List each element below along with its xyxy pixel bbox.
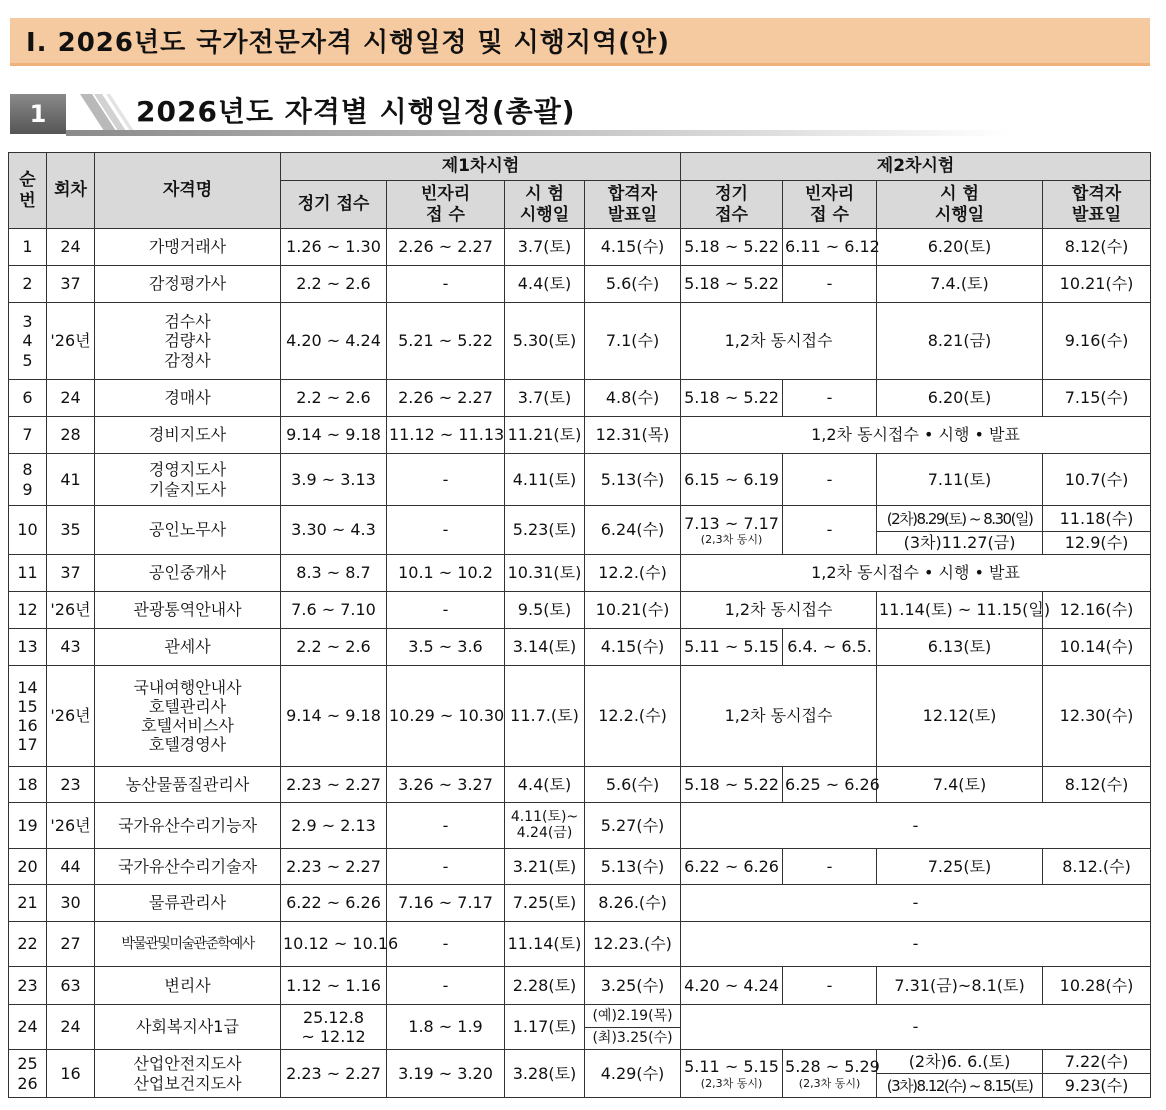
row-first-result-date: 5.13(수) [585,454,681,506]
row-first-regular-registration: 1.26 ~ 1.30 [281,229,387,266]
row-first-regular-registration: 7.6 ~ 7.10 [281,592,387,629]
row-qualification-name: 경영지도사 기술지도사 [95,454,281,506]
row-second-regular-registration: 5.11 ~ 5.15 [681,629,783,666]
row-seq: 19 [9,803,47,849]
row-first-result-date: 5.6(수) [585,266,681,303]
row-first-vacancy-registration: 10.29 ~ 10.30 [387,666,505,767]
row-second-result-date: 8.12.(수) [1043,849,1151,885]
row-second-exam-combined: 1,2차 동시접수 • 시행 • 발표 [681,417,1151,454]
row-second-exam-date: 11.14(토) ~ 11.15(일) [877,592,1043,629]
vacancy-period: 5.28 ~ 5.29 [785,1057,880,1077]
row-first-exam-date: 11.14(토) [505,922,585,967]
row-first-result-date: 5.27(수) [585,803,681,849]
row-first-regular-registration: 3.30 ~ 4.3 [281,506,387,555]
row-first-regular-registration: 2.23 ~ 2.27 [281,849,387,885]
row-second-result-date: 8.12(수) [1043,767,1151,803]
row-first-result-date: 4.8(수) [585,380,681,417]
row-round: '26년 [47,303,95,380]
row-second-regular-registration: 4.20 ~ 4.24 [681,967,783,1005]
row-third-exam-date: (3차)8.12(수) ~ 8.15(토) [877,1074,1043,1098]
row-seq: 21 [9,885,47,922]
row-second-exam-date: 12.12(토) [877,666,1043,767]
row-second-exam-date: 7.11(토) [877,454,1043,506]
row-first-vacancy-registration: 10.1 ~ 10.2 [387,555,505,592]
table-row [9,666,1151,767]
row-first-regular-registration: 2.2 ~ 2.6 [281,266,387,303]
registration-period: 5.11 ~ 5.15 [684,1057,779,1077]
row-qualification-name: 공인중개사 [95,555,281,592]
row-second-result-date: 10.28(수) [1043,967,1151,1005]
row-seq: 1 [9,229,47,266]
row-second-regular-registration: 5.18 ~ 5.22 [681,767,783,803]
row-qualification-name: 관광통역안내사 [95,592,281,629]
row-first-regular-registration: 2.9 ~ 2.13 [281,803,387,849]
row-seq: 24 [9,1005,47,1050]
row-first-exam-date: 9.5(토) [505,592,585,629]
row-first-regular-registration: 9.14 ~ 9.18 [281,666,387,767]
row-round: 37 [47,555,95,592]
row-first-vacancy-registration: - [387,506,505,555]
row-second-vacancy-registration: - [783,849,877,885]
row-first-result-date: 7.1(수) [585,303,681,380]
row-round: 43 [47,629,95,666]
row-round: 63 [47,967,95,1005]
row-first-result-date: 8.26.(수) [585,885,681,922]
row-first-regular-registration: 10.12 ~ 10.16 [281,922,387,967]
row-first-regular-registration: 8.3 ~ 8.7 [281,555,387,592]
row-first-result-date: 12.2.(수) [585,555,681,592]
row-first-vacancy-registration: - [387,922,505,967]
row-seq: 12 [9,592,47,629]
row-first-vacancy-registration: 2.26 ~ 2.27 [387,380,505,417]
row-first-vacancy-registration: 11.12 ~ 11.13 [387,417,505,454]
row-first-vacancy-registration: 2.26 ~ 2.27 [387,229,505,266]
row-second-result-date: 9.16(수) [1043,303,1151,380]
header-second-regular-registration: 정기 접수 [681,181,783,229]
table-row [9,266,1151,303]
table-row [9,229,1151,266]
table-row [9,1005,1151,1028]
row-first-result-date: 3.25(수) [585,967,681,1005]
table-body [9,229,1151,1098]
row-second-regular-registration: 5.18 ~ 5.22 [681,229,783,266]
row-round: 35 [47,506,95,555]
row-first-result-date: 10.21(수) [585,592,681,629]
row-first-vacancy-registration: 3.5 ~ 3.6 [387,629,505,666]
row-first-regular-registration: 6.22 ~ 6.26 [281,885,387,922]
section-number: 1 [10,94,66,134]
row-second-exam-date: 7.31(금)~8.1(토) [877,967,1043,1005]
row-second-vacancy-registration [783,1050,880,1098]
row-first-vacancy-registration: 5.21 ~ 5.22 [387,303,505,380]
row-third-result-date: 9.23(수) [1043,1074,1151,1098]
row-second-regular-registration: 6.22 ~ 6.26 [681,849,783,885]
row-first-regular-registration: 1.12 ~ 1.16 [281,967,387,1005]
row-first-vacancy-registration: 1.8 ~ 1.9 [387,1005,505,1050]
header-seq: 순 번 [9,153,47,229]
table-row [9,767,1151,803]
row-second-regular-registration: 5.18 ~ 5.22 [681,380,783,417]
row-first-result-date: 4.15(수) [585,629,681,666]
row-second-result-date: 11.18(수) [1043,506,1151,532]
row-first-exam-date: 3.14(토) [505,629,585,666]
row-first-vacancy-registration: 3.26 ~ 3.27 [387,767,505,803]
vacancy-note: (2,3차 동시) [798,1076,861,1090]
row-qualification-name: 농산물품질관리사 [95,767,281,803]
row-first-vacancy-registration: - [387,967,505,1005]
row-seq: 14 15 16 17 [9,666,47,767]
row-second-regular-registration: 5.18 ~ 5.22 [681,266,783,303]
row-second-vacancy-registration: 6.11 ~ 6.12 [783,229,877,266]
section-underline [66,130,1010,136]
row-first-result-date: 5.6(수) [585,767,681,803]
row-first-exam-date: 3.28(토) [505,1050,585,1098]
row-second-exam-combined: - [681,885,1151,922]
row-first-regular-registration: 3.9 ~ 3.13 [281,454,387,506]
row-seq: 6 [9,380,47,417]
row-first-regular-registration: 2.23 ~ 2.27 [281,767,387,803]
table-row [9,629,1151,666]
row-first-result-date: 4.29(수) [585,1050,681,1098]
row-first-exam-date: 4.4(토) [505,266,585,303]
row-first-vacancy-registration: - [387,803,505,849]
row-first-exam-date: 7.25(토) [505,885,585,922]
schedule-table [8,152,1151,1098]
registration-note: (2,3차 동시) [700,533,763,546]
row-first-exam-date: 3.21(토) [505,849,585,885]
row-seq: 18 [9,767,47,803]
header-first-regular-registration: 정기 접수 [281,181,387,229]
header-first-vacancy-registration: 빈자리 접 수 [387,181,505,229]
table-row [9,506,1151,532]
header-first-result-date: 합격자 발표일 [585,181,681,229]
row-round: '26년 [47,803,95,849]
row-second-exam-date: (2차)6. 6.(토) [877,1050,1043,1074]
row-first-vacancy-registration: - [387,266,505,303]
table-row [9,967,1151,1005]
row-qualification-name: 사회복지사1급 [95,1005,281,1050]
row-seq: 7 [9,417,47,454]
row-first-regular-registration: 9.14 ~ 9.18 [281,417,387,454]
row-second-vacancy-registration: 6.25 ~ 6.26 [783,767,877,803]
row-qualification-name: 국가유산수리기술자 [95,849,281,885]
row-second-exam-date: 7.4.(토) [877,266,1043,303]
header-second-vacancy-registration: 빈자리 접 수 [783,181,877,229]
row-first-result-date: 12.31(목) [585,417,681,454]
row-first-exam-date: 11.21(토) [505,417,585,454]
row-seq: 2 [9,266,47,303]
table-header [9,153,1151,229]
row-second-combined-registration: 1,2차 동시접수 [681,666,877,767]
registration-period: 7.13 ~ 7.17 [684,513,779,533]
row-first-result-date: 12.23.(수) [585,922,681,967]
row-first-vacancy-registration: 3.19 ~ 3.20 [387,1050,505,1098]
row-first-exam-date: 11.7.(토) [505,666,585,767]
row-seq: 13 [9,629,47,666]
row-first-exam-date: 5.23(토) [505,506,585,555]
header-round: 회차 [47,153,95,229]
row-seq: 3 4 5 [9,303,47,380]
row-second-exam-combined: 1,2차 동시접수 • 시행 • 발표 [681,555,1151,592]
row-round: '26년 [47,592,95,629]
header-first-exam: 제1차시험 [281,153,681,181]
row-second-exam-combined: - [681,803,1151,849]
table-row [9,885,1151,922]
row-seq: 20 [9,849,47,885]
table-row [9,803,1151,849]
chapter-title: Ⅰ. 2026년도 국가전문자격 시행일정 및 시행지역(안) [26,28,671,58]
row-round: 24 [47,380,95,417]
row-round: 23 [47,767,95,803]
row-round: 37 [47,266,95,303]
row-seq: 11 [9,555,47,592]
row-round: 24 [47,229,95,266]
row-second-regular-registration: 6.15 ~ 6.19 [681,454,783,506]
table-row [9,417,1151,454]
row-round: 24 [47,1005,95,1050]
row-second-exam-combined: - [681,922,1151,967]
row-second-exam-date: 6.20(토) [877,229,1043,266]
row-first-exam-date: 10.31(토) [505,555,585,592]
row-first-vacancy-registration: - [387,849,505,885]
row-second-exam-date: 7.4(토) [877,767,1043,803]
row-qualification-name: 산업안전지도사 산업보건지도사 [95,1050,281,1098]
table-row [9,380,1151,417]
header-name: 자격명 [95,153,281,229]
row-second-regular-registration [681,1050,783,1098]
row-second-exam-date: 6.13(토) [877,629,1043,666]
header-second-exam-date: 시 험 시행일 [877,181,1043,229]
row-seq: 8 9 [9,454,47,506]
row-second-result-date: 10.7(수) [1043,454,1151,506]
row-second-result-date: 7.22(수) [1043,1050,1151,1074]
row-first-result-date: 6.24(수) [585,506,681,555]
row-first-regular-registration: 2.2 ~ 2.6 [281,629,387,666]
row-second-exam-date: 6.20(토) [877,380,1043,417]
row-first-regular-registration: 2.23 ~ 2.27 [281,1050,387,1098]
row-seq: 22 [9,922,47,967]
row-qualification-name: 변리사 [95,967,281,1005]
row-second-exam-date: 8.21(금) [877,303,1043,380]
row-second-exam-date: (2차)8.29(토) ~ 8.30(일) [877,506,1043,532]
row-first-exam-date: 1.17(토) [505,1005,585,1050]
table-row [9,1050,1151,1074]
row-second-vacancy-registration: - [783,266,877,303]
row-seq: 25 26 [9,1050,47,1098]
row-second-exam-combined: - [681,1005,1151,1050]
row-second-result-date: 10.14(수) [1043,629,1151,666]
row-second-vacancy-registration: - [783,967,877,1005]
row-first-regular-registration: 2.2 ~ 2.6 [281,380,387,417]
header-second-exam: 제2차시험 [681,153,1151,181]
row-first-exam-date: 5.30(토) [505,303,585,380]
row-seq: 10 [9,506,47,555]
row-first-exam-date: 4.11(토) [505,454,585,506]
header-first-exam-date: 시 험 시행일 [505,181,585,229]
row-qualification-name: 박물관및미술관준학예사 [95,922,281,967]
row-first-exam-date: 3.7(토) [505,380,585,417]
table-row [9,592,1151,629]
row-first-preliminary-result: (예)2.19(목) [585,1005,681,1028]
row-second-vacancy-registration: - [783,454,877,506]
table-row [9,849,1151,885]
row-qualification-name: 검수사 검량사 감정사 [95,303,281,380]
row-second-exam-date: 7.25(토) [877,849,1043,885]
row-qualification-name: 관세사 [95,629,281,666]
chapter-banner [10,18,1150,66]
table-row [9,555,1151,592]
row-seq: 23 [9,967,47,1005]
row-qualification-name: 가맹거래사 [95,229,281,266]
row-round: 16 [47,1050,95,1098]
row-round: 41 [47,454,95,506]
row-first-exam-date: 2.28(토) [505,967,585,1005]
header-second-result-date: 합격자 발표일 [1043,181,1151,229]
row-second-regular-registration [681,506,783,555]
row-round: 27 [47,922,95,967]
row-second-result-date: 10.21(수) [1043,266,1151,303]
row-second-combined-registration: 1,2차 동시접수 [681,303,877,380]
row-round: '26년 [47,666,95,767]
table-row [9,454,1151,506]
row-round: 28 [47,417,95,454]
row-round: 44 [47,849,95,885]
row-first-vacancy-registration: 7.16 ~ 7.17 [387,885,505,922]
row-qualification-name: 공인노무사 [95,506,281,555]
row-first-result-date: 4.15(수) [585,229,681,266]
row-qualification-name: 물류관리사 [95,885,281,922]
row-second-vacancy-registration: - [783,506,877,555]
row-qualification-name: 국내여행안내사 호텔관리사 호텔서비스사 호텔경영사 [95,666,281,767]
registration-note: (2,3차 동시) [700,1076,763,1090]
row-first-result-date: 5.13(수) [585,849,681,885]
row-first-vacancy-registration: - [387,454,505,506]
row-first-vacancy-registration: - [387,592,505,629]
row-third-exam-date: (3차)11.27(금) [877,532,1043,555]
row-qualification-name: 경비지도사 [95,417,281,454]
row-second-combined-registration: 1,2차 동시접수 [681,592,877,629]
row-first-regular-registration: 25.12.8 ~ 12.12 [281,1005,387,1050]
row-second-result-date: 8.12(수) [1043,229,1151,266]
row-first-final-result: (최)3.25(수) [585,1028,681,1050]
table-row [9,303,1151,380]
row-first-exam-date: 4.4(토) [505,767,585,803]
row-qualification-name: 감정평가사 [95,266,281,303]
section-title: 2026년도 자격별 시행일정(총괄) [136,95,576,128]
row-third-result-date: 12.9(수) [1043,532,1151,555]
row-second-vacancy-registration: - [783,380,877,417]
row-second-result-date: 7.15(수) [1043,380,1151,417]
row-first-exam-date: 4.11(토)~ 4.24(금) [505,803,585,849]
row-second-result-date: 12.30(수) [1043,666,1151,767]
row-qualification-name: 경매사 [95,380,281,417]
row-first-exam-date: 3.7(토) [505,229,585,266]
row-first-regular-registration: 4.20 ~ 4.24 [281,303,387,380]
row-round: 30 [47,885,95,922]
row-second-result-date: 12.16(수) [1043,592,1151,629]
row-first-result-date: 12.2.(수) [585,666,681,767]
row-qualification-name: 국가유산수리기능자 [95,803,281,849]
section-heading [10,86,1010,138]
row-second-vacancy-registration: 6.4. ~ 6.5. [783,629,877,666]
table-row [9,922,1151,967]
